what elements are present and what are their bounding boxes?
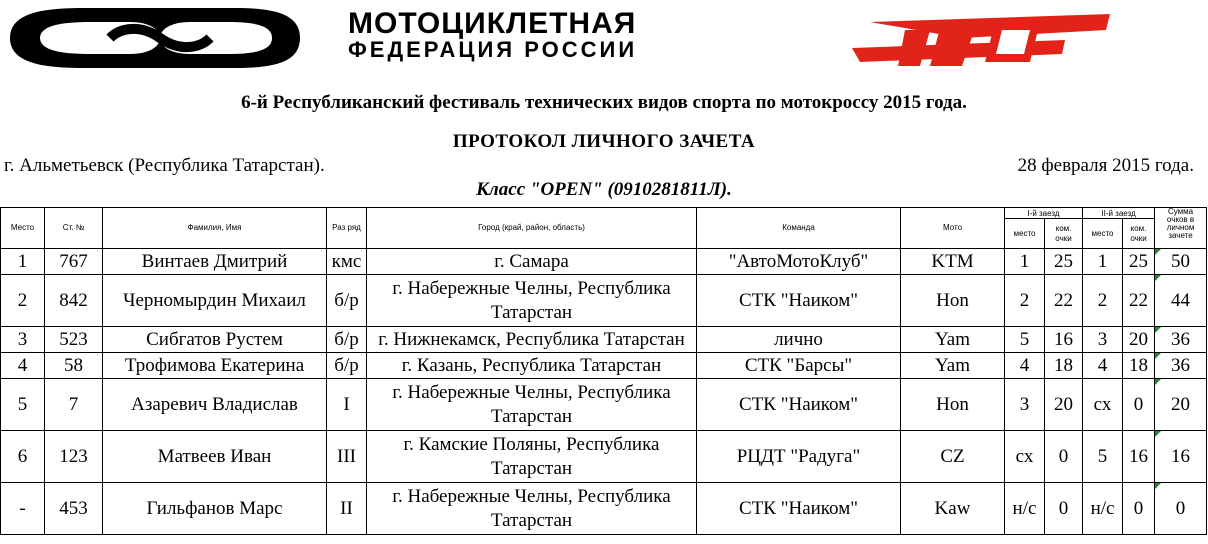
cell-moto: Hon	[901, 379, 1005, 431]
cell-total: 50	[1155, 249, 1207, 275]
cell-place: 6	[1, 431, 45, 483]
cell-r1-points: 18	[1045, 353, 1083, 379]
event-place: г. Альметьевск (Республика Татарстан).	[4, 155, 325, 176]
cell-number: 767	[45, 249, 103, 275]
cell-name: Трофимова Екатерина	[103, 353, 327, 379]
table-row	[1, 275, 1207, 327]
cell-r2-points: 0	[1123, 379, 1155, 431]
cell-r2-points: 16	[1123, 431, 1155, 483]
cell-rank: I	[327, 379, 367, 431]
cell-rank: б/р	[327, 327, 367, 353]
class-line: Класс "OPEN" (0910281811Л).	[476, 179, 732, 200]
cell-r2-place: 5	[1083, 431, 1123, 483]
cell-r1-place: 3	[1005, 379, 1045, 431]
cell-place: 2	[1, 275, 45, 327]
mfr-emblem-icon	[10, 8, 300, 68]
cell-total: 44	[1155, 275, 1207, 327]
header-team: Команда	[697, 208, 901, 249]
cell-r2-points: 18	[1123, 353, 1155, 379]
header-race2-place: место	[1083, 219, 1123, 249]
cell-r1-place: 2	[1005, 275, 1045, 327]
cell-name: Матвеев Иван	[103, 431, 327, 483]
cell-city: г. Казань, Республика Татарстан	[367, 353, 697, 379]
cell-total: 16	[1155, 431, 1207, 483]
cell-r2-points: 0	[1123, 483, 1155, 535]
header-race1-points: ком. очки	[1045, 219, 1083, 249]
cell-number: 58	[45, 353, 103, 379]
header-number: Ст. №	[45, 208, 103, 249]
cell-r2-points: 20	[1123, 327, 1155, 353]
cell-city: г. Набережные Челны, Республика Татарстан	[367, 483, 697, 535]
cell-r1-points: 0	[1045, 431, 1083, 483]
cell-r2-place: 3	[1083, 327, 1123, 353]
cell-rank: б/р	[327, 353, 367, 379]
cell-number: 453	[45, 483, 103, 535]
results-table	[0, 207, 1207, 535]
table-row	[1, 327, 1207, 353]
cell-r2-place: 1	[1083, 249, 1123, 275]
cell-number: 7	[45, 379, 103, 431]
cell-number: 523	[45, 327, 103, 353]
cell-city: г. Камские Поляны, Республика Татарстан	[367, 431, 697, 483]
cell-moto: CZ	[901, 431, 1005, 483]
cell-r2-place: сх	[1083, 379, 1123, 431]
cell-total: 36	[1155, 327, 1207, 353]
cell-name: Винтаев Дмитрий	[103, 249, 327, 275]
cell-r2-points: 22	[1123, 275, 1155, 327]
header-race1-place: место	[1005, 219, 1045, 249]
cell-name: Сибгатов Рустем	[103, 327, 327, 353]
cell-place: 4	[1, 353, 45, 379]
cell-r2-points: 25	[1123, 249, 1155, 275]
cell-moto: Hon	[901, 275, 1005, 327]
cell-r1-points: 20	[1045, 379, 1083, 431]
cell-city: г. Набережные Челны, Республика Татарстан	[367, 275, 697, 327]
cell-team: СТК "Наиком"	[697, 275, 901, 327]
header-city: Город (край, район, область)	[367, 208, 697, 249]
event-date: 28 февраля 2015 года.	[1017, 155, 1194, 176]
cell-moto: KTM	[901, 249, 1005, 275]
cell-r2-place: н/с	[1083, 483, 1123, 535]
cell-rank: II	[327, 483, 367, 535]
cell-number: 123	[45, 431, 103, 483]
cell-team: СТК "Барсы"	[697, 353, 901, 379]
cell-place: -	[1, 483, 45, 535]
cell-place: 5	[1, 379, 45, 431]
header-race2-points: ком. очки	[1123, 219, 1155, 249]
cell-r1-points: 25	[1045, 249, 1083, 275]
cell-r2-place: 2	[1083, 275, 1123, 327]
cell-city: г. Самара	[367, 249, 697, 275]
cell-city: г. Набережные Челны, Республика Татарстан	[367, 379, 697, 431]
cell-city: г. Нижнекамск, Республика Татарстан	[367, 327, 697, 353]
header-name: Фамилия, Имя	[103, 208, 327, 249]
cell-team: РЦДТ "Радуга"	[697, 431, 901, 483]
table-row	[1, 483, 1207, 535]
cell-r2-place: 4	[1083, 353, 1123, 379]
header-total: Сумма очков в личном зачете	[1155, 208, 1207, 249]
cell-total: 0	[1155, 483, 1207, 535]
cell-team: лично	[697, 327, 901, 353]
cell-r1-points: 0	[1045, 483, 1083, 535]
org-name-line1: МОТОЦИКЛЕТНАЯ	[348, 7, 637, 40]
table-row	[1, 431, 1207, 483]
cell-total: 20	[1155, 379, 1207, 431]
cell-name: Гильфанов Марс	[103, 483, 327, 535]
cell-place: 3	[1, 327, 45, 353]
mf-logo-icon	[852, 14, 1110, 66]
header-logos	[0, 0, 1208, 80]
cell-r1-place: н/с	[1005, 483, 1045, 535]
cell-r1-place: 5	[1005, 327, 1045, 353]
header-moto: Мото	[901, 208, 1005, 249]
cell-name: Черномырдин Михаил	[103, 275, 327, 327]
cell-r1-points: 22	[1045, 275, 1083, 327]
header-race1: I-й заезд	[1005, 208, 1083, 219]
cell-team: "АвтоМотоКлуб"	[697, 249, 901, 275]
cell-rank: б/р	[327, 275, 367, 327]
cell-moto: Kaw	[901, 483, 1005, 535]
cell-moto: Yam	[901, 353, 1005, 379]
table-row	[1, 249, 1207, 275]
org-name-line2: ФЕДЕРАЦИЯ РОССИИ	[348, 37, 638, 62]
protocol-title: ПРОТОКОЛ ЛИЧНОГО ЗАЧЕТА	[452, 131, 756, 152]
table-row	[1, 353, 1207, 379]
table-row	[1, 379, 1207, 431]
cell-moto: Yam	[901, 327, 1005, 353]
cell-place: 1	[1, 249, 45, 275]
header-place: Место	[1, 208, 45, 249]
header-race2: II-й заезд	[1083, 208, 1155, 219]
cell-r1-points: 16	[1045, 327, 1083, 353]
cell-r1-place: 1	[1005, 249, 1045, 275]
cell-rank: кмс	[327, 249, 367, 275]
cell-name: Азаревич Владислав	[103, 379, 327, 431]
cell-r1-place: 4	[1005, 353, 1045, 379]
cell-team: СТК "Наиком"	[697, 483, 901, 535]
header-rank: Раз ряд	[327, 208, 367, 249]
document-title: 6-й Республиканский фестиваль технических видов спорта по мотокроссу 2015 года.	[241, 92, 967, 113]
cell-total: 36	[1155, 353, 1207, 379]
cell-r1-place: сх	[1005, 431, 1045, 483]
cell-number: 842	[45, 275, 103, 327]
cell-team: СТК "Наиком"	[697, 379, 901, 431]
cell-rank: III	[327, 431, 367, 483]
